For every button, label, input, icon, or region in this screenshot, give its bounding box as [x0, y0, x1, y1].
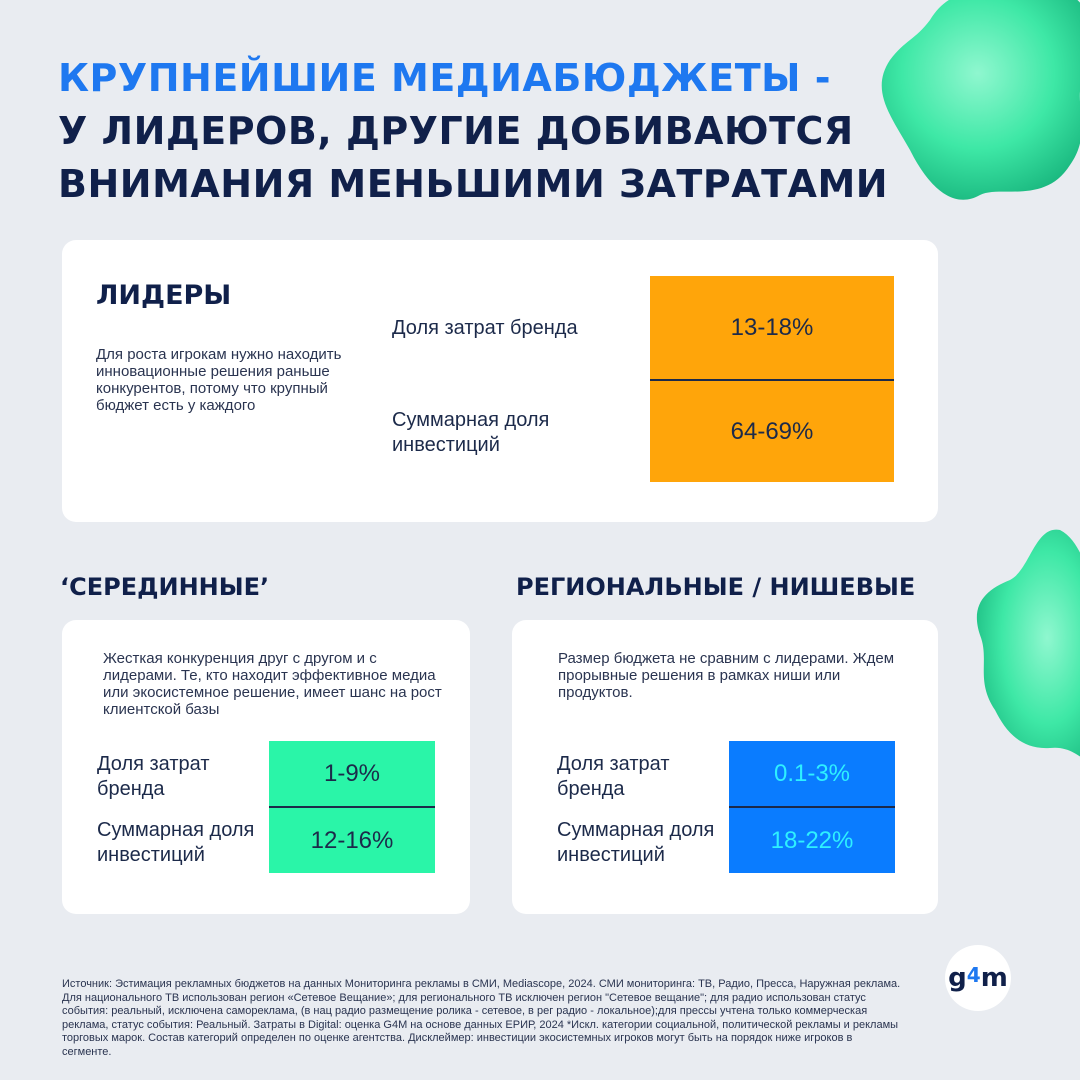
logo-letter-m: m: [980, 963, 1008, 993]
middle-investment-share-value: 12-16%: [269, 808, 435, 873]
regional-investment-share-label: Суммарная доля инвестиций: [557, 819, 715, 866]
title-line-1: КРУПНЕЙШИЕ МЕДИАБЮДЖЕТЫ -: [58, 56, 832, 100]
regional-brand-share-label: Доля затрат бренда: [557, 753, 670, 800]
middle-investment-share-label: Суммарная доля инвестиций: [97, 819, 255, 866]
title-line-3: ВНИМАНИЯ МЕНЬШИМИ ЗАТРАТАМИ: [58, 162, 889, 206]
middle-heading: ‘СЕРЕДИННЫЕ’: [60, 573, 270, 601]
regional-investment-share-value: 18-22%: [729, 808, 895, 873]
regional-description: Размер бюджета не сравним с лидерами. Ждем прорывные решения в рамках ниши или продуктов.: [558, 650, 895, 701]
middle-brand-share-value: 1-9%: [269, 741, 435, 806]
leaders-description: Для роста игрокам нужно находить инновационные решения раньше конкурентов, потому что крупный бюджет есть у каждого: [96, 346, 342, 414]
leaders-investment-share-label: Суммарная доля инвестиций: [392, 409, 550, 456]
page-title: [58, 52, 898, 211]
regional-heading: РЕГИОНАЛЬНЫЕ / НИШЕВЫЕ: [516, 573, 916, 601]
regional-brand-share-value: 0.1-3%: [729, 741, 895, 806]
green-blob-right: [965, 520, 1080, 780]
logo-digit-4: 4: [966, 963, 981, 987]
source-footnote: Источник: Эстимация рекламных бюджетов на данных Мониторинга рекламы в СМИ, Mediascope, 2024. СМИ мониторинга: ТВ, Радио, Пресса, Наружная реклама. Для национального ТВ использован регион «Сетевое Вещание»; для регионального ТВ исключен регион "Сетевое вещание"; для радио использован статус события: реальный, исключена самореклама, (в нац радио размещение ролика - сетевое, в рег радио - локальное);для прессы учтена только коммерческая реклама, статус события: Реальный. Затраты в Digital: оценка G4M на основе данных ЕРИР, 2024 *Искл. категории социальной, политической рекламы и рекламы торговых марок. Состав категорий определен по оценке агентства. Дисклеймер: инвестиции экосистемных игроков могут быть на порядок ниже игроков в сегменте.: [62, 978, 901, 1058]
logo-letter-g: g: [948, 963, 967, 993]
leaders-heading: ЛИДЕРЫ: [96, 280, 232, 311]
leaders-brand-share-label: Доля затрат бренда: [392, 317, 578, 339]
middle-description: Жесткая конкуренция друг с другом и с лидерами. Те, кто находит эффективное медиа или экосистемное решение, имеет шанс на рост клиентской базы: [103, 650, 442, 718]
g4m-logo: [945, 945, 1011, 1011]
title-line-2: У ЛИДЕРОВ, ДРУГИЕ ДОБИВАЮТСЯ: [58, 109, 854, 153]
leaders-brand-share-value: 13-18%: [650, 276, 894, 379]
leaders-investment-share-value: 64-69%: [650, 381, 894, 482]
green-blob-top-right: [870, 0, 1080, 220]
middle-brand-share-label: Доля затрат бренда: [97, 753, 210, 800]
